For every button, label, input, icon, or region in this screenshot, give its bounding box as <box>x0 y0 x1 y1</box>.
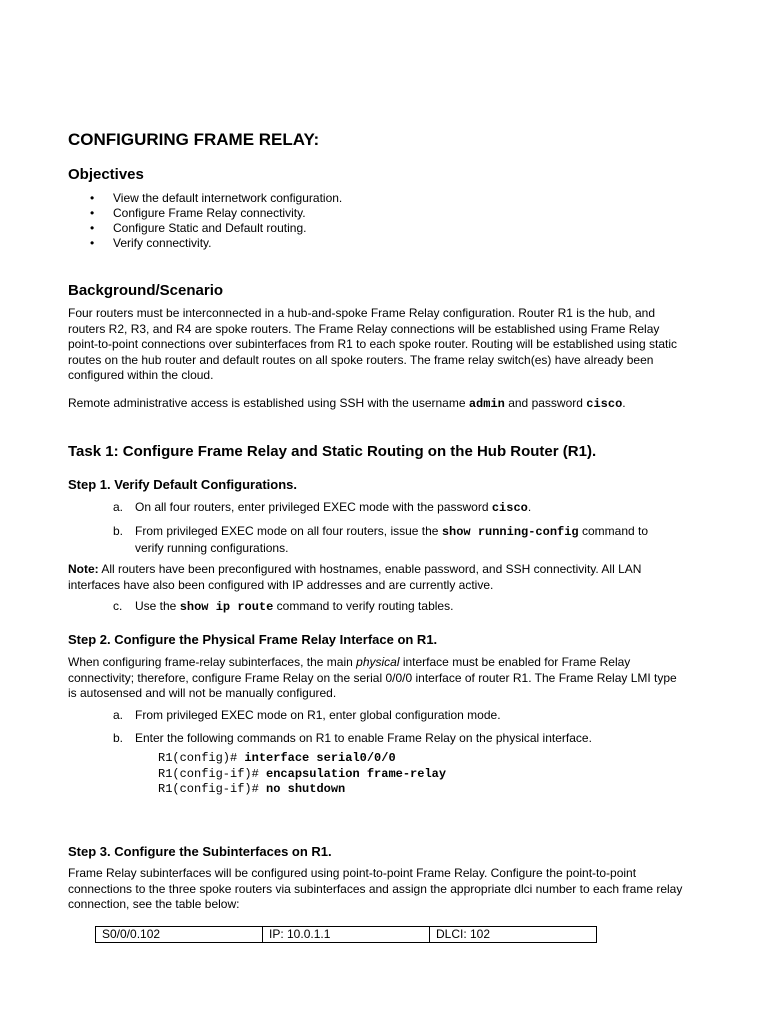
bullet-icon: • <box>90 221 95 235</box>
dlci-table <box>95 926 597 943</box>
background-paragraph: Four routers must be interconnected in a hub-and-spoke Frame Relay configuration. Router R1 is the hub, and routers R2, R3, and R4 are spoke routers. The Frame Relay connections will be established using Frame Relay point-to-point connections over subinterfaces from R1 to each spoke router. Routing will be established using static routes on the hub router and default routes on all spoke routers. The frame relay switch(es) have already been configured within the cloud. <box>68 306 677 382</box>
bullet-icon: • <box>90 206 95 220</box>
command-code: show running-config <box>441 525 579 539</box>
objective-item: • Configure Frame Relay connectivity. <box>90 206 306 220</box>
step1-note: Note: All routers have been preconfigured with hostnames, enable password, and SSH connectivity. All LAN interfaces have also been configured with IP addresses and are currently active. <box>68 562 642 592</box>
objective-item: • Configure Static and Default routing. <box>90 221 307 235</box>
password-code: cisco <box>491 501 528 515</box>
objective-item: • View the default internetwork configuration. <box>90 191 343 205</box>
ssh-paragraph: Remote administrative access is established using SSH with the username admin and password cisco. <box>68 396 626 411</box>
table-row <box>96 927 597 943</box>
step1-heading: Step 1. Verify Default Configurations. <box>68 477 297 492</box>
username-code: admin <box>468 397 505 411</box>
password-code: cisco <box>586 397 623 411</box>
step2-item-b: b. Enter the following commands on R1 to enable Frame Relay on the physical interface. <box>113 731 592 745</box>
document-title: CONFIGURING FRAME RELAY: <box>68 130 320 149</box>
code-line: R1(config-if)# no shutdown <box>158 782 346 796</box>
objectives-list <box>68 191 342 251</box>
step1-item-b: b. From privileged EXEC mode on all four routers, issue the show running-config command to verify running configurations. <box>113 524 649 555</box>
command-code: show ip route <box>179 600 274 614</box>
code-line: R1(config-if)# encapsulation frame-relay <box>158 766 447 781</box>
table-cell-ip: IP: 10.0.1.1 <box>263 927 430 943</box>
objectives-heading: Objectives <box>68 166 144 183</box>
table-cell-dlci: DLCI: 102 <box>430 927 597 943</box>
bullet-icon: • <box>90 236 95 250</box>
step2-heading: Step 2. Configure the Physical Frame Relay Interface on R1. <box>68 632 438 647</box>
bullet-icon: • <box>90 191 95 205</box>
background-heading: Background/Scenario <box>68 282 224 299</box>
step2-paragraph: When configuring frame-relay subinterfaces, the main physical interface must be enabled for Frame Relay connectivity; therefore, configure Frame Relay on the serial 0/0/0 interface of router R1. The Frame Relay LMI type is autosensed and will not be manually configured. <box>68 655 677 700</box>
objective-item: • Verify connectivity. <box>90 236 212 250</box>
table-cell-subinterface: S0/0/0.102 <box>96 927 263 943</box>
code-line: R1(config)# interface serial0/0/0 <box>158 751 396 765</box>
step2-item-a: a. From privileged EXEC mode on R1, enter global configuration mode. <box>113 708 501 722</box>
task1-heading: Task 1: Configure Frame Relay and Static Routing on the Hub Router (R1). <box>68 443 597 460</box>
config-code-block <box>158 751 446 798</box>
step3-paragraph: Frame Relay subinterfaces will be configured using point-to-point Frame Relay. Configure the point-to-point connections to the three spoke routers via subinterfaces and assign the appropriate dlci number to each frame relay connection, see the table below: <box>68 866 683 911</box>
step1-item-c: c. Use the show ip route command to verify routing tables. <box>113 599 454 614</box>
step3-heading: Step 3. Configure the Subinterfaces on R1. <box>68 844 332 859</box>
step1-item-a: a. On all four routers, enter privileged EXEC mode with the password cisco. <box>113 500 532 515</box>
